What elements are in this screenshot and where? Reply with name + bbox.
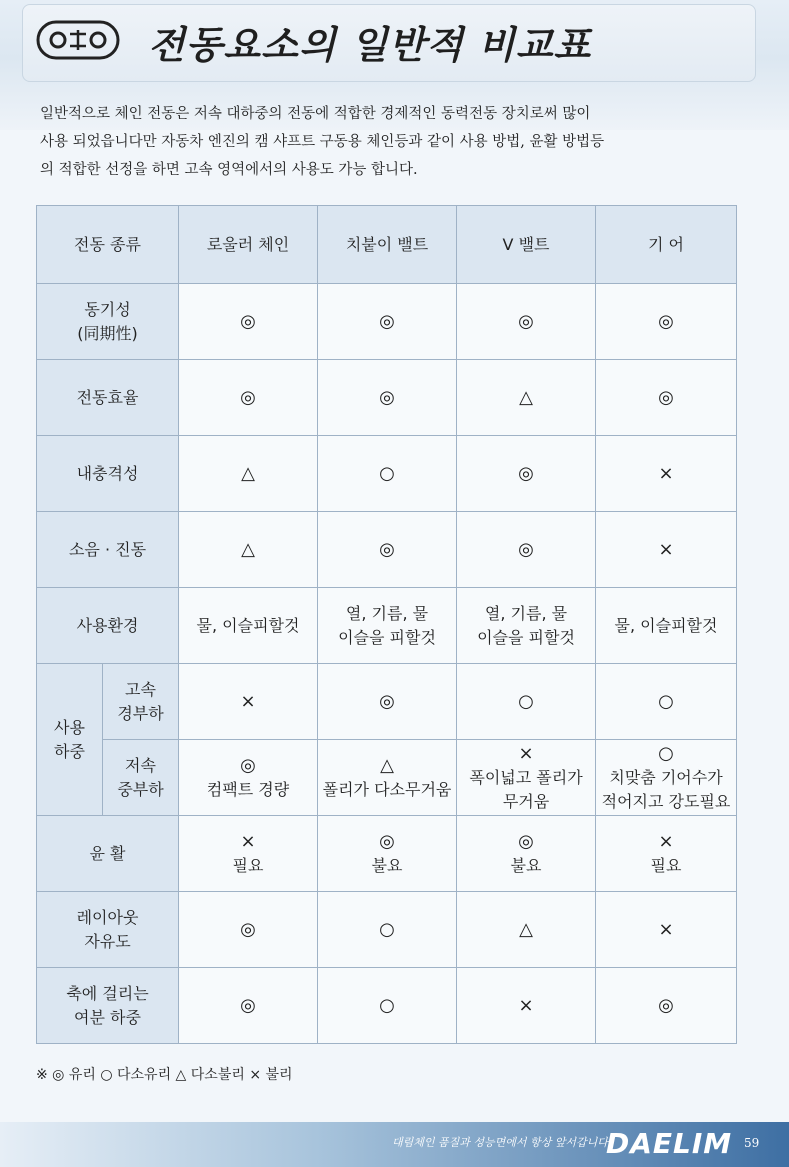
- table-cell: [179, 968, 318, 1044]
- table-row: [37, 512, 737, 588]
- rating-symbol: ×: [658, 538, 674, 560]
- table-cell: [318, 664, 457, 740]
- table-cell: [179, 740, 318, 816]
- rating-symbol: ◎: [379, 386, 395, 408]
- rating-symbol: ◎: [379, 538, 395, 560]
- table-cell: [179, 664, 318, 740]
- intro-paragraph: [40, 100, 752, 184]
- row-label: 사용 하중: [37, 664, 103, 816]
- cell-text: 무거움: [502, 791, 550, 811]
- table-row: [37, 740, 737, 816]
- cell-text: 불요: [371, 855, 403, 875]
- rating-symbol: ×: [658, 830, 674, 852]
- rating-symbol: ◎: [379, 830, 395, 852]
- table-cell: [318, 892, 457, 968]
- header-corner: 전동 종류: [37, 206, 179, 284]
- rating-symbol: ×: [658, 462, 674, 484]
- rating-symbol: ◎: [518, 310, 534, 332]
- column-header: 로울러 체인: [179, 206, 318, 284]
- rating-symbol: ◎: [240, 754, 256, 776]
- rating-symbol: ×: [518, 742, 534, 764]
- footer-slogan: 대림체인 품질과 성능면에서 항상 앞서갑니다.: [392, 1136, 612, 1149]
- rating-symbol: ×: [658, 918, 674, 940]
- cell-text: 이슬을 피할것: [477, 627, 575, 647]
- table-row: [37, 360, 737, 436]
- rating-symbol: ◎: [379, 310, 395, 332]
- rating-symbol: ○: [658, 690, 674, 712]
- page-number: 59: [744, 1136, 760, 1150]
- cell-text: 적어지고 강도필요: [601, 791, 731, 811]
- table-cell: [457, 968, 596, 1044]
- row-label: 내충격성: [37, 436, 179, 512]
- rating-symbol: ◎: [240, 918, 256, 940]
- comparison-table: [36, 205, 736, 1044]
- row-label: 사용환경: [37, 588, 179, 664]
- table-row: [37, 284, 737, 360]
- column-header: 기 어: [596, 206, 737, 284]
- cell-text: 폴리가 다소무거움: [322, 779, 452, 799]
- rating-symbol: ○: [658, 742, 674, 764]
- table-row: [37, 892, 737, 968]
- table-cell: [457, 816, 596, 892]
- table-cell: [596, 892, 737, 968]
- table-cell: [596, 740, 737, 816]
- table-header-row: [37, 206, 737, 284]
- rating-symbol: ◎: [658, 310, 674, 332]
- cell-text: 필요: [650, 855, 682, 875]
- table-cell: [318, 284, 457, 360]
- chain-link-icon: [36, 18, 120, 62]
- row-label: 윤 활: [37, 816, 179, 892]
- rating-symbol: ◎: [518, 538, 534, 560]
- row-label: 레이아웃 자유도: [37, 892, 179, 968]
- rating-symbol: ×: [240, 830, 256, 852]
- row-label: 전동효율: [37, 360, 179, 436]
- rating-symbol: ○: [518, 690, 534, 712]
- row-label: 축에 걸리는 여분 하중: [37, 968, 179, 1044]
- table-cell: [457, 436, 596, 512]
- table-row: [37, 816, 737, 892]
- intro-line: 사용 되었읍니다만 자동차 엔진의 캠 샤프트 구동용 체인등과 같이 사용 방법, 윤활 방법등: [40, 134, 605, 150]
- table-cell: [596, 816, 737, 892]
- table-cell: [596, 588, 737, 664]
- table-cell: [318, 740, 457, 816]
- cell-text: 열, 기름, 물: [484, 603, 568, 623]
- table-cell: [318, 436, 457, 512]
- table-row: [37, 436, 737, 512]
- row-label: 소음 · 진동: [37, 512, 179, 588]
- rating-symbol: ○: [379, 994, 395, 1016]
- table-cell: [457, 740, 596, 816]
- brand-logo: DAELIM: [606, 1127, 733, 1160]
- table-cell: [179, 512, 318, 588]
- column-header: V 밸트: [457, 206, 596, 284]
- cell-text: 물, 이슬피할것: [614, 615, 718, 635]
- rating-symbol: ◎: [518, 830, 534, 852]
- table-cell: [179, 360, 318, 436]
- intro-line: 일반적으로 체인 전동은 저속 대하중의 전동에 적합한 경제적인 동력전동 장치로써 많이: [40, 106, 591, 122]
- cell-text: 치맞춤 기어수가: [609, 767, 723, 787]
- table-cell: [596, 968, 737, 1044]
- rating-symbol: ◎: [240, 386, 256, 408]
- rating-symbol: ◎: [379, 690, 395, 712]
- rating-symbol: ×: [518, 994, 534, 1016]
- table-cell: [179, 436, 318, 512]
- table-cell: [596, 284, 737, 360]
- table-cell: [457, 588, 596, 664]
- rating-symbol: ×: [240, 690, 256, 712]
- table-cell: [596, 512, 737, 588]
- table-cell: [596, 664, 737, 740]
- table-cell: [457, 284, 596, 360]
- rating-symbol: ○: [379, 918, 395, 940]
- rating-symbol: ◎: [658, 994, 674, 1016]
- column-header: 치붙이 밸트: [318, 206, 457, 284]
- cell-text: 물, 이슬피할것: [196, 615, 300, 635]
- table-cell: [179, 892, 318, 968]
- table-cell: [179, 816, 318, 892]
- page-title: 전동요소의 일반적 비교표: [148, 23, 592, 67]
- table-cell: [179, 284, 318, 360]
- cell-text: 열, 기름, 물: [345, 603, 429, 623]
- row-label: 고속 경부하: [103, 664, 179, 740]
- cell-text: 컴팩트 경량: [206, 779, 290, 799]
- rating-symbol: △: [241, 538, 255, 560]
- table-cell: [318, 360, 457, 436]
- row-label: 동기성 (同期性): [37, 284, 179, 360]
- table-cell: [318, 588, 457, 664]
- table-cell: [457, 892, 596, 968]
- cell-text: 불요: [510, 855, 542, 875]
- table-cell: [596, 360, 737, 436]
- table-cell: [457, 664, 596, 740]
- table-row: [37, 968, 737, 1044]
- legend: ※ ◎ 유리 ○ 다소유리 △ 다소불리 × 불리: [36, 1067, 293, 1083]
- table-cell: [457, 360, 596, 436]
- cell-text: 폭이넓고 폴리가: [469, 767, 583, 787]
- table-cell: [318, 512, 457, 588]
- rating-symbol: ◎: [240, 994, 256, 1016]
- cell-text: 필요: [232, 855, 264, 875]
- rating-symbol: ◎: [658, 386, 674, 408]
- rating-symbol: ◎: [240, 310, 256, 332]
- table-cell: [318, 816, 457, 892]
- table-cell: [318, 968, 457, 1044]
- cell-text: 이슬을 피할것: [338, 627, 436, 647]
- rating-symbol: △: [519, 918, 533, 940]
- intro-line: 의 적합한 선정을 하면 고속 영역에서의 사용도 가능 합니다.: [40, 162, 418, 178]
- table-cell: [179, 588, 318, 664]
- rating-symbol: △: [380, 754, 394, 776]
- row-label: 저속 중부하: [103, 740, 179, 816]
- table-cell: [457, 512, 596, 588]
- rating-symbol: ◎: [518, 462, 534, 484]
- table-row: [37, 588, 737, 664]
- rating-symbol: △: [241, 462, 255, 484]
- rating-symbol: ○: [379, 462, 395, 484]
- table-row: [37, 664, 737, 740]
- rating-symbol: △: [519, 386, 533, 408]
- table-cell: [596, 436, 737, 512]
